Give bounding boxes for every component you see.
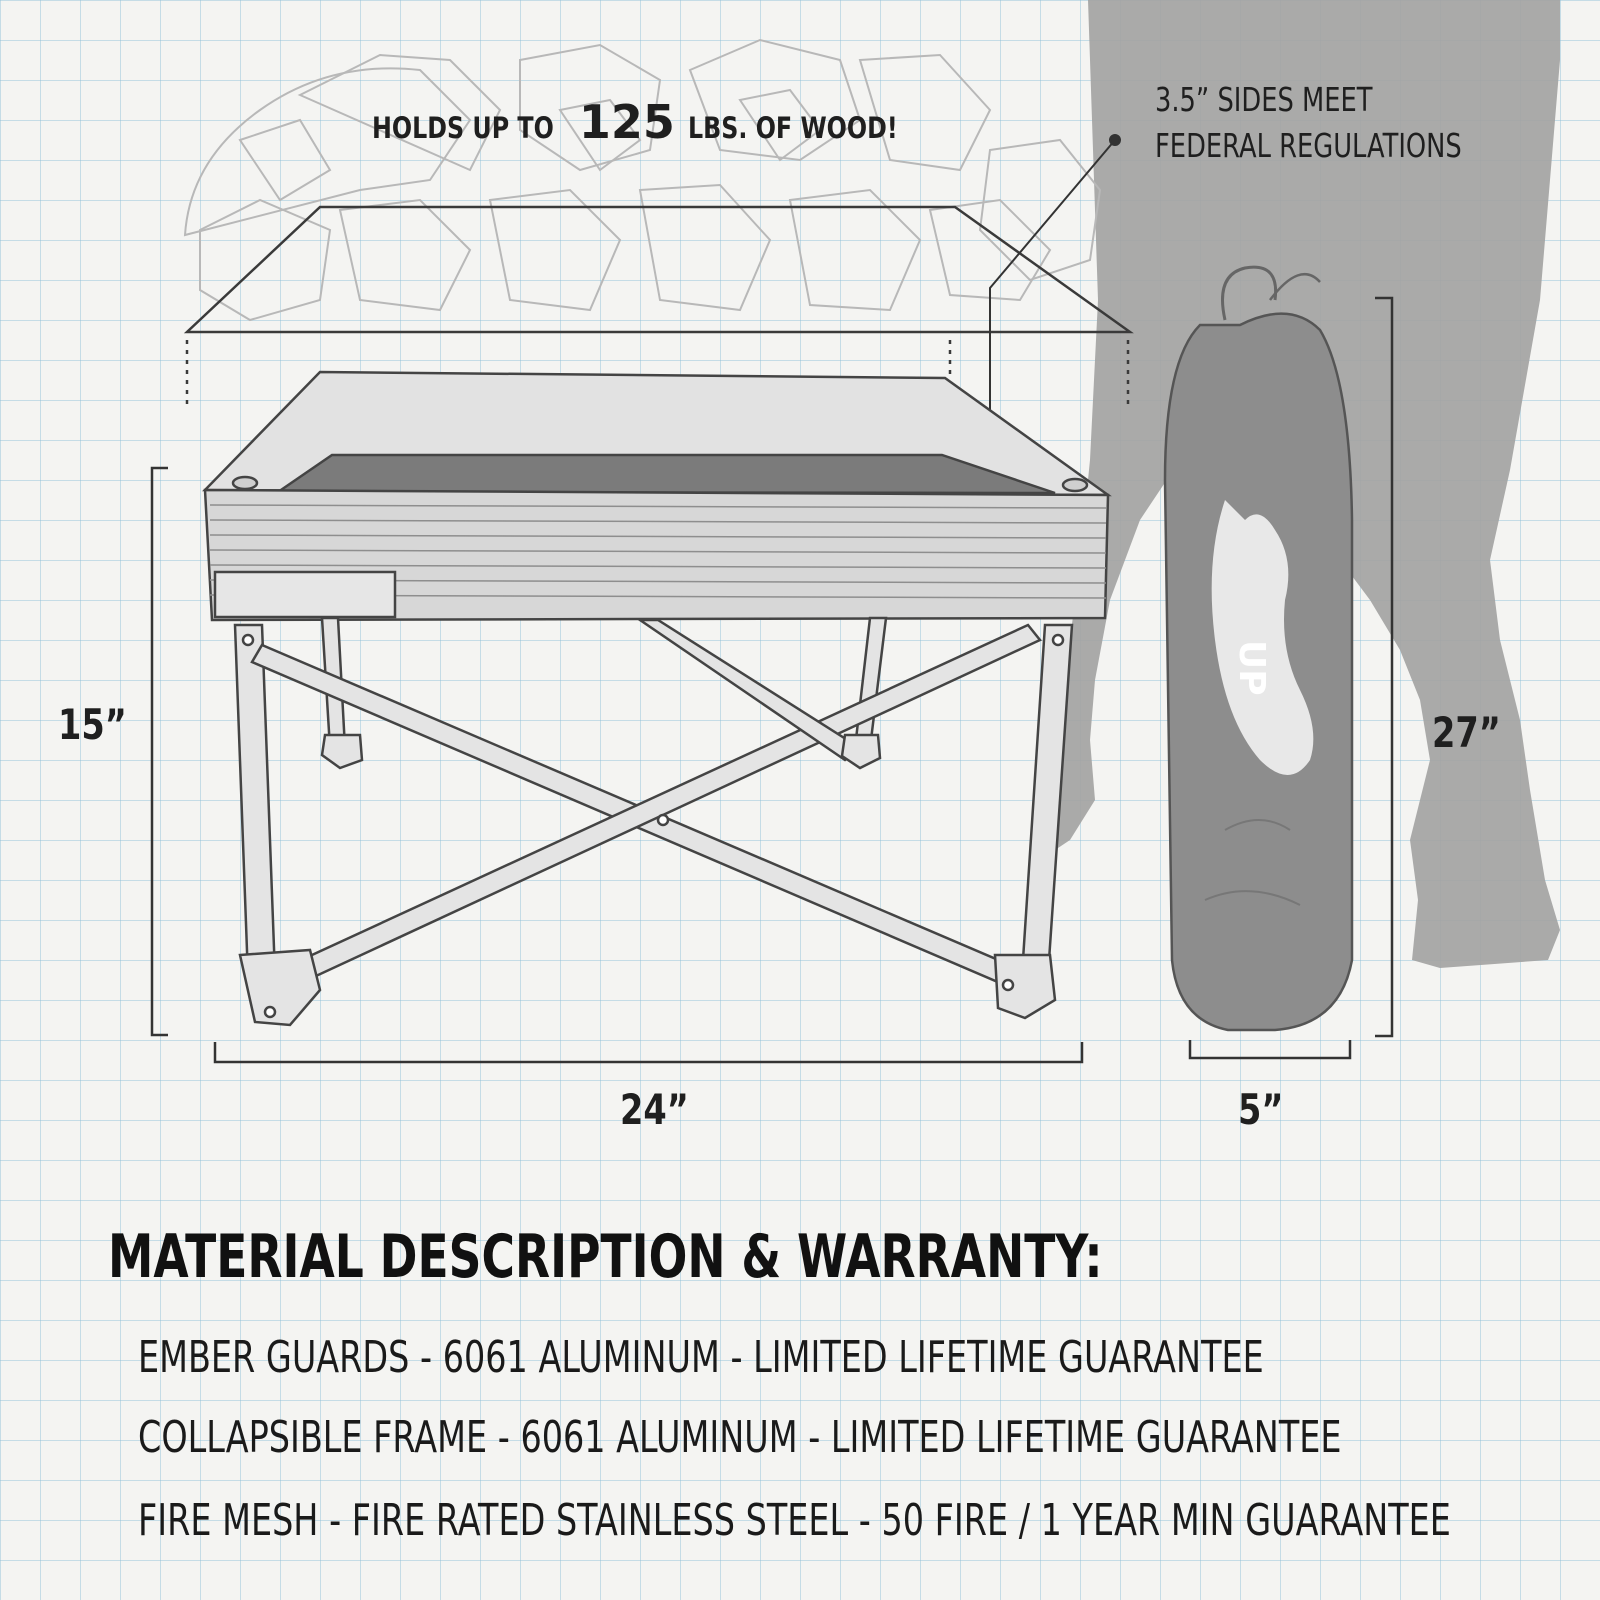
bag-height-label: 27” — [1432, 708, 1501, 757]
fire-pit-tray — [205, 372, 1108, 620]
capacity-number: 125 — [578, 95, 675, 149]
capacity-suffix: LBS. OF WOOD! — [688, 111, 898, 145]
spec-ember-guards: EMBER GUARDS - 6061 ALUMINUM - LIMITED LIFETIME GUARANTEE — [138, 1332, 1264, 1383]
sides-note-line1: 3.5” SIDES MEET — [1155, 80, 1373, 119]
spec-fire-mesh: FIRE MESH - FIRE RATED STAINLESS STEEL - 50 FIRE / 1 YEAR MIN GUARANTEE — [138, 1495, 1451, 1546]
sides-note-line2: FEDERAL REGULATIONS — [1155, 126, 1462, 165]
materials-title: MATERIAL DESCRIPTION & WARRANTY: — [108, 1222, 1103, 1292]
bag-width-label: 5” — [1238, 1085, 1284, 1134]
width-bracket — [215, 1042, 1082, 1062]
spec-collapsible-frame: COLLAPSIBLE FRAME - 6061 ALUMINUM - LIMITED LIFETIME GUARANTEE — [138, 1412, 1342, 1463]
height-bracket — [152, 468, 168, 1035]
width-label: 24” — [620, 1085, 689, 1134]
wood-pile-sketch — [185, 40, 1100, 320]
collapsible-frame — [235, 618, 1072, 1025]
capacity-prefix: HOLDS UP TO — [372, 111, 554, 145]
bag-width-bracket — [1190, 1040, 1350, 1058]
bag-brand-mark: UP — [1231, 640, 1272, 696]
capacity-callout — [372, 95, 944, 149]
height-label: 15” — [58, 700, 127, 749]
